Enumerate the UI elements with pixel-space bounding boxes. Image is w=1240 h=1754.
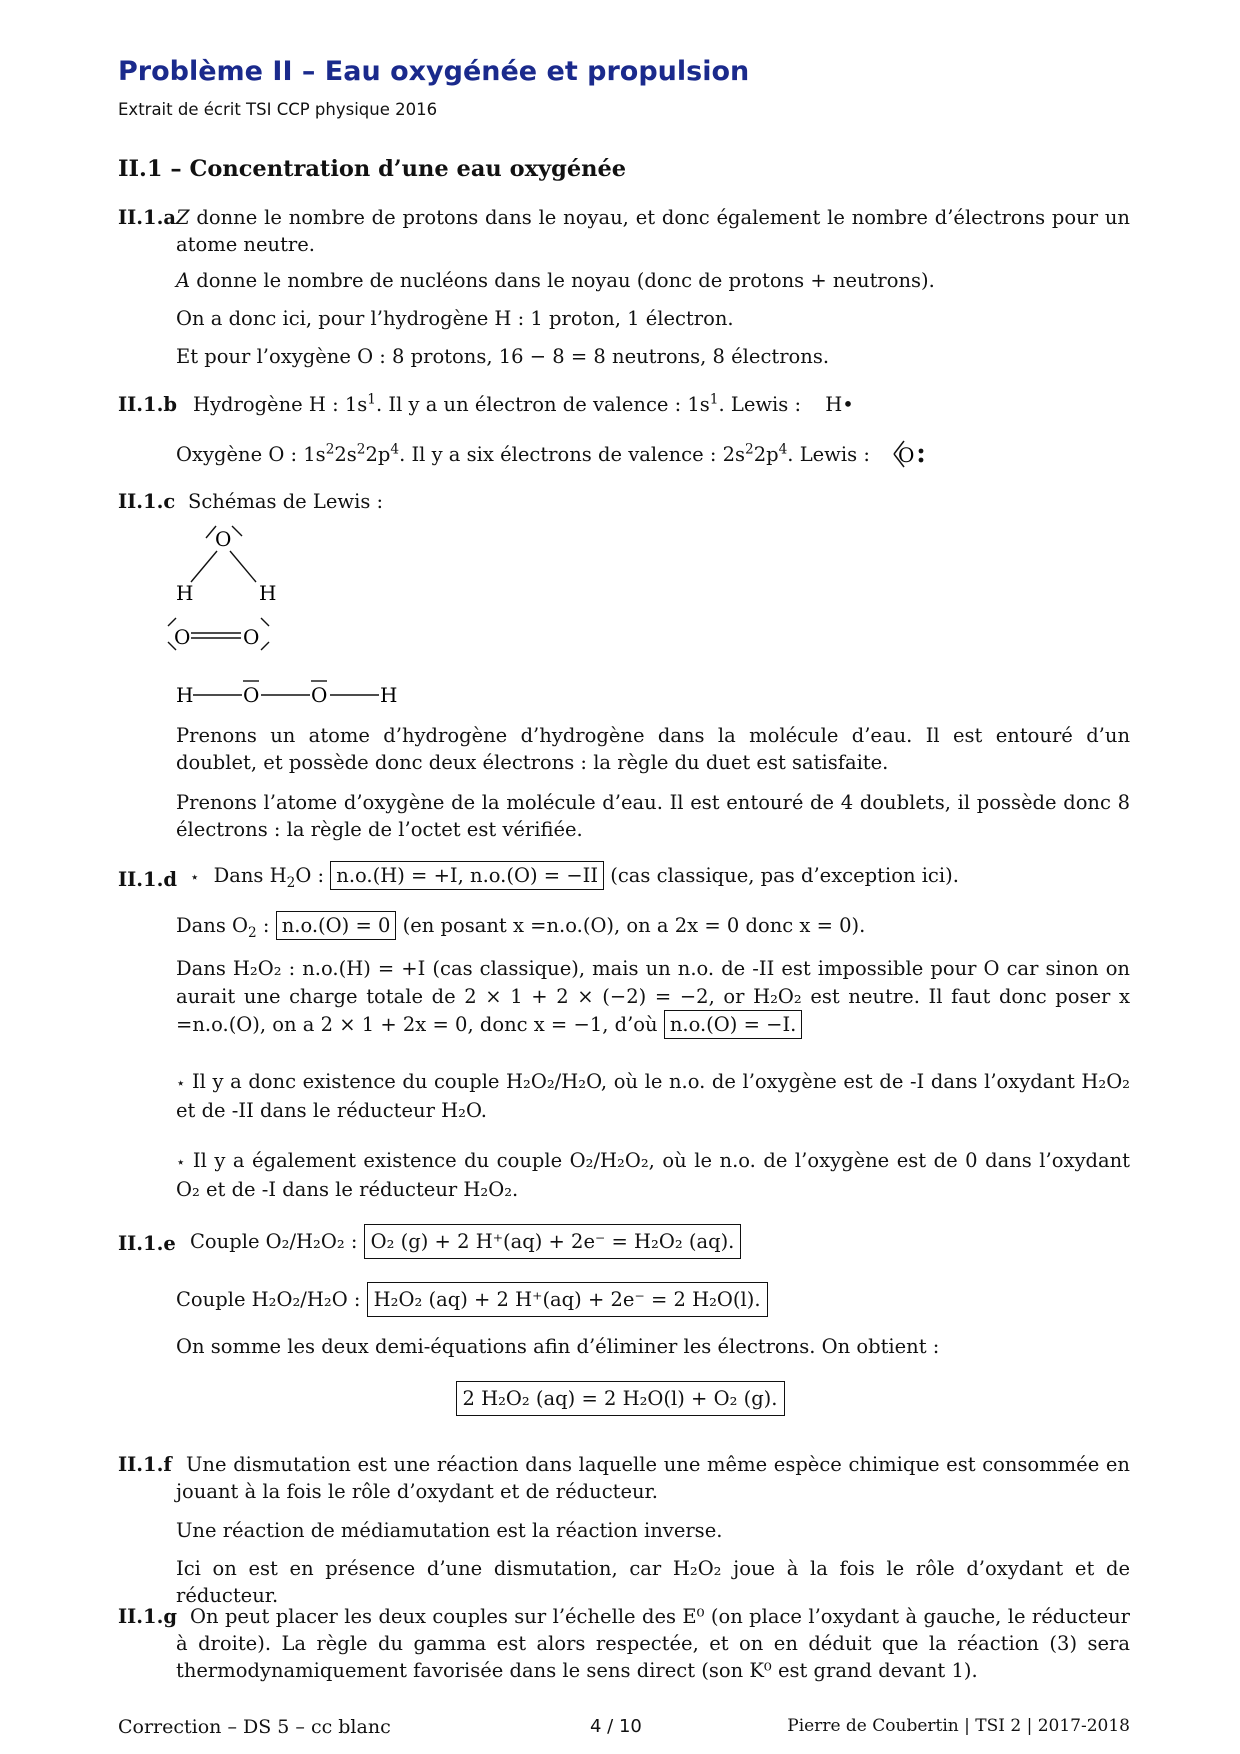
qe-l1-pre: Couple O₂/H₂O₂ : [190,1230,358,1253]
qd-l1-pre: Dans H [213,864,287,887]
water-lewis-diagram [160,516,300,606]
qf-paragraph-1: Une dismutation est une réaction dans laquelle une même espèce chimique est consommée en jouant à la fois le rôle d’oxydant et de réducteur. [176,1453,1130,1503]
qg-paragraph-1: On peut placer les deux couples sur l’échelle des E⁰ (on place l’oxydant à gauche, le réducteur à droite). La règle du gamma est alors respectée, et on en déduit que la réaction (3) sera thermodynamiquement favorisée dans le sens direct (son K⁰ est grand devant 1). [176,1605,1130,1682]
qb-l1-sup: 1 [367,391,376,408]
qe-global-equation-row [0,1385,1240,1412]
qd-l2-sub: 2 [248,924,257,941]
qb-l2-s4: 2 [745,441,754,458]
section-heading: II.1 – Concentration d’une eau oxygénée [118,156,627,182]
qb-l2-end: . Lewis : [787,443,870,466]
qd-result-box-3: n.o.(O) = −I. [664,1010,803,1039]
qe-l2-pre: Couple H₂O₂/H₂O : [176,1288,361,1311]
qd-line-1 [190,862,959,891]
qe-global-equation: 2 H₂O₂ (aq) = 2 H₂O(l) + O₂ (g). [456,1381,785,1416]
qc-intro: Schémas de Lewis : [188,490,384,513]
dioxygen-lewis-diagram [160,614,290,664]
question-label-c: II.1.c [118,490,176,513]
qd-l1-o: O : [295,864,325,887]
lewis-oxygen [888,434,938,474]
qc-paragraph-1: Prenons un atome d’hydrogène d’hydrogène dans la molécule d’eau. Il est entouré d’un doublet, et possède donc deux électrons : la règle du duet est satisfaite. [176,724,1130,774]
qa-paragraph-1 [176,204,1130,258]
star-icon: ⋆ [190,868,200,886]
o2-o-left: O [174,625,191,649]
water-h-right: H [259,581,277,605]
qd-l1-sub: 2 [286,874,296,891]
qe-half-equation-1: O₂ (g) + 2 H⁺(aq) + 2e⁻ = H₂O₂ (aq). [364,1224,742,1259]
qd-l5-text: Il y a également existence du couple O₂/H₂O₂, où le n.o. de l’oxygène est de 0 dans l’oxydant O₂ et de -I dans le réducteur H₂O₂. [176,1149,1130,1201]
qd-paragraph-5 [176,1147,1130,1203]
h2o2-h-right: H [380,683,398,707]
qf-paragraph-3: Ici on est en présence d’une dismutation, car H₂O₂ joue à la fois le rôle d’oxydant et de réducteur. [176,1557,1130,1607]
question-label-g: II.1.g [118,1605,178,1628]
qa-text-1: donne le nombre de protons dans le noyau, et donc également le nombre d’électrons pour un atome neutre. [176,206,1130,256]
qa-paragraph-4: Et pour l’oxygène O : 8 protons, 16 − 8 = 8 neutrons, 8 électrons. [176,345,830,368]
o2-o-right: O [243,625,260,649]
qb-l2-s5: 4 [778,441,788,458]
footer-right: Pierre de Coubertin | TSI 2 | 2017-2018 [787,1716,1130,1736]
qb-l2-c: 2p [753,443,779,466]
qd-result-box-2: n.o.(O) = 0 [276,911,397,940]
qe-paragraph-3: On somme les deux demi-équations afin d’éliminer les électrons. On obtient : [176,1335,940,1358]
qd-result-box-1: n.o.(H) = +I, n.o.(O) = −II [330,861,604,890]
qb-l1-end: . Lewis : [718,393,802,416]
question-label-d: II.1.d [118,868,178,891]
problem-subtitle: Extrait de écrit TSI CCP physique 2016 [118,100,438,119]
qd-l2-colon: : [262,914,270,937]
water-o: O [215,527,232,551]
qb-l2-pre: Oxygène O : 1s [176,443,326,466]
question-label-e: II.1.e [118,1232,176,1255]
qb-l2-a: 2s [334,443,357,466]
star-icon: ⋆ [176,1153,186,1171]
qd-l3-text: Dans H₂O₂ : n.o.(H) = +I (cas classique), mais un n.o. de -II est impossible pour O car sinon on aurait une charge totale de 2 × 1 + 2 × (−2) = −2, or H₂O₂ est neutre. Il faut donc poser x =n.o.(O), on a 2 × 1 + 2x = 0, donc x = −1, d’où [176,957,1130,1036]
h2o2-h-left: H [176,683,194,707]
question-label-b: II.1.b [118,393,178,416]
problem-title: Problème II – Eau oxygénée et propulsion [118,56,750,87]
qe-line-1 [190,1228,741,1255]
qb-l1-pre: Hydrogène H : 1s [193,393,368,416]
qd-l1-end: (cas classique, pas d’exception ici). [610,864,959,887]
qd-l2-pre: Dans O [176,914,249,937]
qb-l2-s2: 2 [356,441,366,458]
qb-l1-mid: . Il y a un électron de valence : 1s [375,393,710,416]
qd-paragraph-3 [176,955,1130,1039]
page-number: 4 / 10 [590,1716,642,1737]
qd-l4-text: Il y a donc existence du couple H₂O₂/H₂O, où le n.o. de l’oxygène est de -I dans l’oxydant H₂O₂ et de -II dans le réducteur H₂O. [176,1070,1130,1122]
water-h-left: H [176,581,194,605]
qd-l2-end: (en posant x =n.o.(O), on a 2x = 0 donc x = 0). [402,914,866,937]
h2o2-o-left: O [243,683,260,707]
qe-line-2 [176,1286,768,1313]
qa-text-2: donne le nombre de nucléons dans le noyau (donc de protons + neutrons). [190,269,935,292]
lewis-h: H• [825,393,854,416]
qd-line-2 [176,912,865,939]
qe-half-equation-2: H₂O₂ (aq) + 2 H⁺(aq) + 2e⁻ = 2 H₂O(l). [367,1282,768,1317]
qb-l2-s1: 2 [325,441,335,458]
var-z: Z [176,206,190,229]
qc-paragraph-2: Prenons l’atome d’oxygène de la molécule d’eau. Il est entouré de 4 doublets, il possède donc 8 électrons : la règle de l’octet est vérifiée. [176,791,1130,841]
question-label-f: II.1.f [118,1453,172,1476]
qb-l1-sup2: 1 [709,391,719,408]
qb-l2-mid: . Il y a six électrons de valence : 2s [399,443,746,466]
star-icon: ⋆ [176,1074,186,1092]
footer-left: Correction – DS 5 – cc blanc [118,1716,391,1738]
qb-l2-b: 2p [365,443,391,466]
var-a: A [176,269,191,292]
lewis-o-letter: O [898,443,915,467]
qb-line-2 [176,441,870,468]
qf-paragraph-2: Une réaction de médiamutation est la réaction inverse. [176,1519,723,1542]
qa-paragraph-3: On a donc ici, pour l’hydrogène H : 1 proton, 1 électron. [176,307,734,330]
qb-l2-s3: 4 [390,441,400,458]
qa-paragraph-2 [176,267,1130,294]
qd-paragraph-4 [176,1068,1130,1124]
peroxide-lewis-diagram [160,672,420,712]
h2o2-o-right: O [311,683,328,707]
question-label-a: II.1.a [118,206,177,229]
qb-line-1 [193,391,854,418]
